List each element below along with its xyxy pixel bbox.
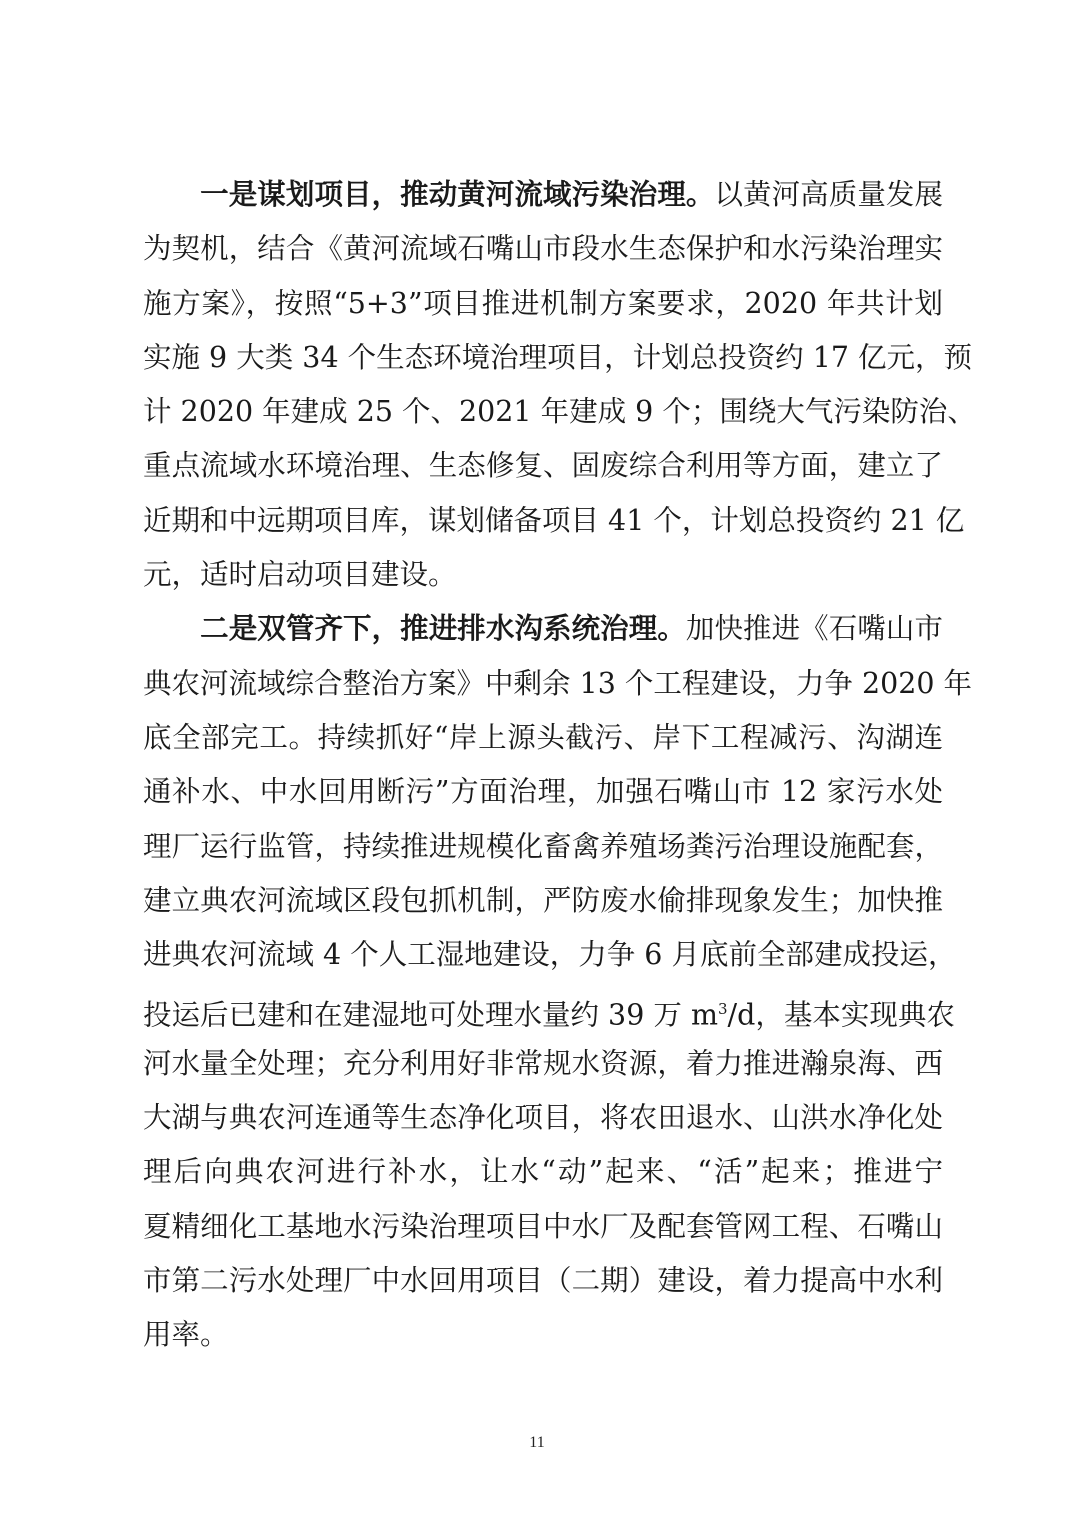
paragraph-line <box>143 168 943 222</box>
paragraph-line <box>143 982 955 1036</box>
page-number: 11 <box>529 1434 545 1451</box>
paragraph-2 <box>143 602 973 1362</box>
paragraph-line: 底全部完工。持续抓好“岸上源头截污、岸下工程减污、沟湖连 <box>143 720 943 754</box>
paragraph-line: 重点流域水环境治理、生态修复、固废综合利用等方面，建立了 <box>143 449 943 483</box>
paragraph-heading: 二是双管齐下，推进排水沟系统治理。 <box>200 612 686 646</box>
paragraph-line: 施方案》，按照“5+3”项目推进机制方案要求，2020 年共计划 <box>143 286 943 320</box>
paragraph-line: 大湖与典农河连通等生态净化项目，将农田退水、山洪水净化处 <box>143 1101 943 1135</box>
paragraph-line: 近期和中远期项目库，谋划储备项目 41 个，计划总投资约 21 亿 <box>143 503 965 537</box>
paragraph-line: 市第二污水处理厂中水回用项目（二期）建设，着力提高中水利 <box>143 1263 943 1297</box>
paragraph-line: 通补水、中水回用断污”方面治理，加强石嘴山市 12 家污水处 <box>143 775 943 809</box>
paragraph-heading: 一是谋划项目，推动黄河流域污染治理。 <box>200 178 715 211</box>
paragraph-line: 建立典农河流域区段包抓机制，严防废水偷排现象发生；加快推 <box>143 883 943 917</box>
paragraph-line: 典农河流域综合整治方案》中剩余 13 个工程建设，力争 2020 年 <box>143 666 973 700</box>
paragraph-line: 计 2020 年建成 25 个、2021 年建成 9 个；围绕大气污染防治、 <box>143 395 976 429</box>
line-text: 加快推进《石嘴山市 <box>685 612 943 646</box>
paragraph-line: 理后向典农河进行补水，让水“动”起来、“活”起来；推进宁 <box>143 1155 943 1189</box>
paragraph-line: 理厂运行监管，持续推进规模化畜禽养殖场粪污治理设施配套， <box>143 829 943 863</box>
line-text: 以黄河高质量发展 <box>714 178 943 211</box>
paragraph-line: 为契机，结合《黄河流域石嘴山市段水生态保护和水污染治理实 <box>143 232 943 266</box>
superscript: 3 <box>717 1000 728 1019</box>
paragraph-line <box>143 602 943 656</box>
paragraph-line: 河水量全处理；充分利用好非常规水资源，着力推进瀚泉海、西 <box>143 1046 943 1080</box>
body-text <box>143 168 976 1363</box>
paragraph-line: 实施 9 大类 34 个生态环境治理项目，计划总投资约 17 亿元，预 <box>143 340 973 374</box>
paragraph-line: 用率。 <box>143 1318 229 1352</box>
line-text: 投运后已建和在建湿地可处理水量约 39 万 m <box>143 998 718 1032</box>
paragraph-line: 夏精细化工基地水污染治理项目中水厂及配套管网工程、石嘴山 <box>143 1209 943 1243</box>
paragraph-1 <box>143 168 976 602</box>
paragraph-line: 元，适时启动项目建设。 <box>143 558 457 592</box>
line-text: /d，基本实现典农 <box>727 998 955 1032</box>
paragraph-line: 进典农河流域 4 个人工湿地建设，力争 6 月底前全部建成投运， <box>143 938 957 972</box>
